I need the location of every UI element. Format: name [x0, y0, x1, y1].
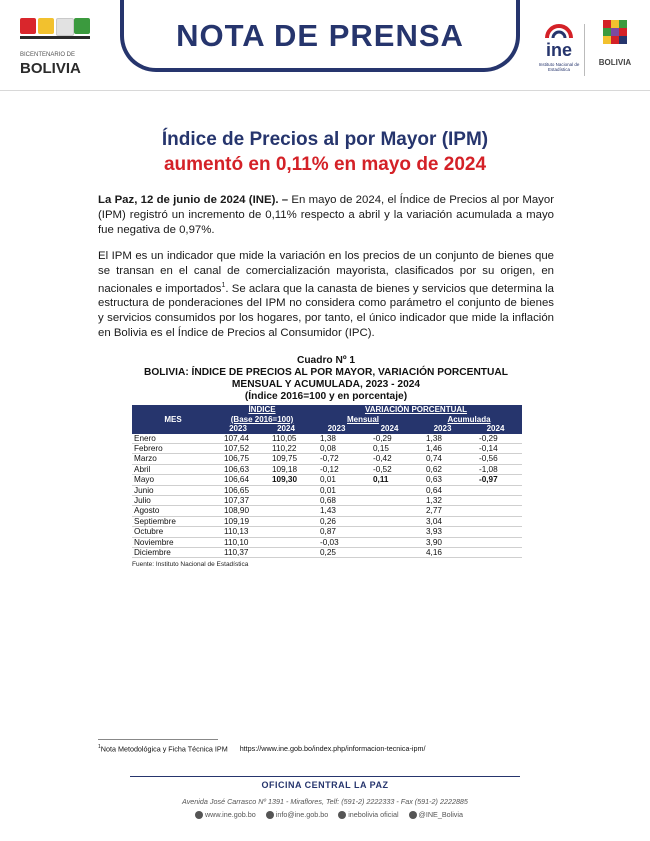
twitter-icon	[409, 811, 417, 819]
page-title: Índice de Precios al por Mayor (IPM)	[161, 129, 489, 150]
footer-divider	[130, 776, 520, 777]
table-row: Septiembre 109,19 0,26 3,04	[132, 516, 522, 526]
table-row: Marzo 106,75 109,75 -0,72 -0,42 0,74 -0,56	[132, 454, 522, 464]
header-year: 2023	[310, 424, 363, 434]
footnote-divider	[98, 739, 218, 740]
table-row: Octubre 110,13 0,87 3,93	[132, 527, 522, 537]
table-row: Junio 106,65 0,01 0,64	[132, 485, 522, 495]
header-divider	[0, 90, 650, 91]
state-wordmark: BOLIVIA	[598, 58, 632, 67]
footnote-link[interactable]: https://www.ine.gob.bo/index.php/informacion-tecnica-ipm/	[239, 744, 426, 754]
table-title: BOLIVIA: ÍNDICE DE PRECIOS AL POR MAYOR, VARIACIÓN PORCENTUAL	[144, 367, 508, 378]
email-link[interactable]: info@ine.gob.bo	[275, 810, 329, 819]
ipm-table	[132, 405, 522, 558]
header-year: 2024	[262, 424, 310, 434]
table-units: (Índice 2016=100 y en porcentaje)	[244, 391, 408, 402]
facebook-link[interactable]: inebolivia oficial	[348, 810, 399, 819]
table-row: Enero 107,44 110,05 1,38 -0,29 1,38 -0,29	[132, 434, 522, 444]
banner-title: NOTA DE PRENSA	[176, 18, 464, 53]
twitter-link[interactable]: @INE_Bolivia	[418, 810, 463, 819]
table-row: Abril 106,63 109,18 -0,12 -0,52 0,62 -1,08	[132, 464, 522, 474]
bicentenario-caption: BICENTENARIO DE	[20, 52, 76, 58]
footer-office: OFICINA CENTRAL LA PAZ	[261, 780, 389, 790]
header-base: (Base 2016=100)	[214, 415, 310, 425]
table-title-line2: MENSUAL Y ACUMULADA, 2023 - 2024	[231, 379, 421, 390]
table-row: Febrero 107,52 110,22 0,08 0,15 1,46 -0,14	[132, 443, 522, 453]
state-emblem-icon	[600, 18, 630, 56]
page-subtitle: aumentó en 0,11% en mayo de 2024	[163, 154, 487, 175]
globe-icon	[195, 811, 203, 819]
ine-wordmark: ine	[545, 40, 572, 60]
table-number: Cuadro Nº 1	[296, 355, 356, 366]
website-link[interactable]: www.ine.gob.bo	[204, 810, 256, 819]
header-indice: ÍNDICE	[214, 405, 310, 415]
lead-paragraph: La Paz, 12 de junio de 2024 (INE). – En mayo de 2024, el Índice de Precios al por Mayor (IPM) registró un incremento de 0,11% respecto a abril y la variación acumulada a mayo fue negativa de 0,97%.	[98, 194, 554, 236]
bicentenario-country: BOLIVIA	[20, 60, 81, 77]
facebook-icon	[338, 811, 346, 819]
table-row: Julio 107,37 0,68 1,32	[132, 495, 522, 505]
header-year: 2024	[363, 424, 416, 434]
header-mes: MES	[132, 405, 214, 434]
table-row-highlight: Mayo 106,64 109,30 0,01 0,11 0,63 -0,97	[132, 475, 522, 485]
header-variacion: VARIACIÓN PORCENTUAL	[310, 405, 522, 415]
email-icon	[266, 811, 274, 819]
header-year: 2023	[416, 424, 469, 434]
description-paragraph: El IPM es un indicador que mide la variación en los precios de un conjunto de bienes que se transan en el canal de comercialización mayorista, clasificados por su origen, en nacionales e importados$^1$. Se aclara que la canasta de bienes y servicios que determina la estructura de ponderaciones del IPM no considera como parámetro el conjunto de bienes y servicios consumidos por los hogares, por tanto, el único indicador que mide la inflación en Bolivia es el Índice de Precios al Consumidor (IPC).	[98, 250, 555, 339]
footnote: $^1$Nota Metodológica y Ficha Técnica IPM https://www.ine.gob.bo/index.php/informacion-tecnica-ipm/	[98, 744, 426, 754]
table-row: Agosto 108,90 1,43 2,77	[132, 506, 522, 516]
table-row: Noviembre 110,10 -0,03 3,90	[132, 537, 522, 547]
header-mensual: Mensual	[310, 415, 416, 425]
table-source: Fuente: Instituto Nacional de Estadística	[132, 561, 249, 568]
ine-logo-icon	[545, 18, 573, 40]
header-year: 2023	[214, 424, 262, 434]
header-acumulada: Acumulada	[416, 415, 522, 425]
footer-address: Avenida José Carrasco Nº 1391 - Miraflores, Telf: (591-2) 2222333 - Fax (591-2) 2222885	[182, 797, 468, 806]
table-row: Diciembre 110,37 0,25 4,16	[132, 547, 522, 557]
ine-subtitle: Instituto Nacional de Estadística	[538, 62, 580, 72]
header-year: 2024	[469, 424, 522, 434]
footer-contacts	[0, 810, 650, 819]
